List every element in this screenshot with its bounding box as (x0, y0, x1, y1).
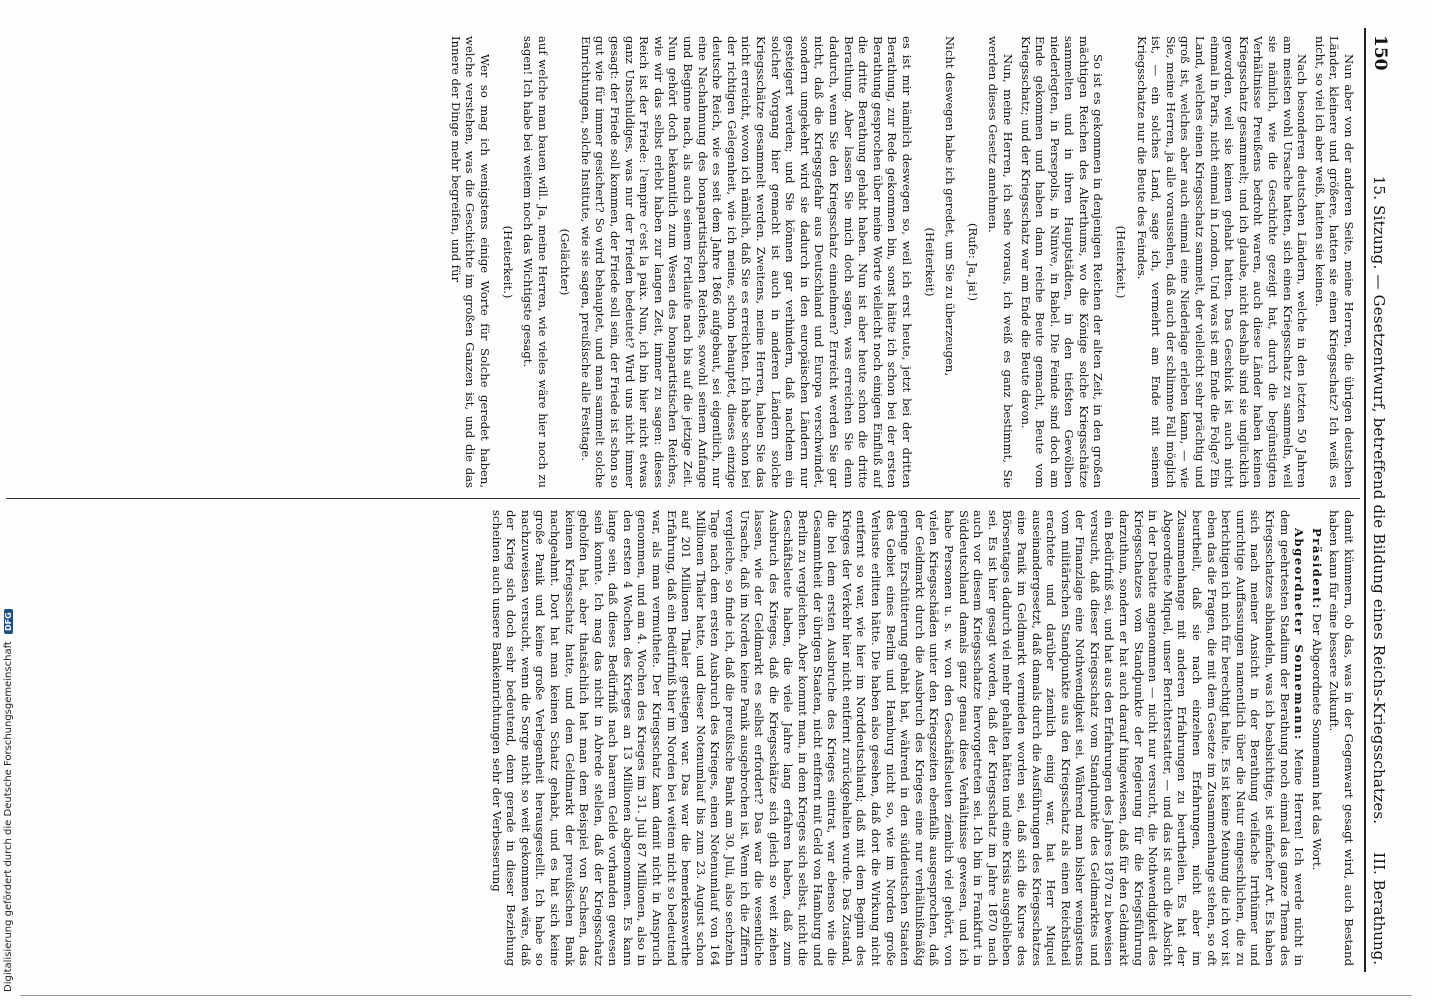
credit-text: Digitalisierung gefördert durch die Deutsche Forschungsgemeinschaft (3, 641, 14, 992)
paragraph: auf welche man bauen will. Ja, meine Herren, wie vieles wäre hier noch zu sagen! Ich habe bei weitem noch das Wichtigste gesagt. (521, 36, 550, 488)
digitization-credit (3, 609, 14, 992)
page-running-title: 15. Sitzung. — Gesetzentwurf, betreffend die Bildung eines Reichs-Kriegsschatzes. (1370, 175, 1388, 825)
speaker-name: Präsident: (1309, 528, 1324, 610)
paragraph: Nun aber von der anderen Seite, meine Herren, die übrigen deutschen Länder, kleinere und größere, hatten sie einen Kriegsschatz? Ich weiß es nicht, so viel ich aber weiß, hatten sie keinen. (1312, 36, 1356, 488)
speech-text: Der Abgeordnete Sonnemann hat das Wort. (1309, 613, 1324, 871)
left-text-column (12, 36, 1356, 488)
speaker-name: Abgeordneter Sonnemann: (1292, 528, 1307, 741)
right-text-column (12, 510, 1356, 966)
interjection: (Heiterkeit.) (1114, 225, 1129, 299)
interjection: (Heiterkeit.) (500, 225, 515, 299)
interjection: (Heiterkeit) (922, 227, 937, 297)
section-label: III. Berathung. (1370, 852, 1388, 965)
column-divider (6, 498, 1360, 499)
speech-text: Meine Herren! Ich werde nicht in dem geehrtesten Stadium der Berathung noch einmal das ganze Thema des Kriegsschatzes abhandeln, was ich beabsichtige, ist einfacher Art. Es haben sich nach meiner Ansicht in der Berathung vielfache Irrthümer und unrichtige Auffassungen namentlich über die Natur eingeschlichen, die zu berichtigen ich mich für berechtigt halte. Es ist keine Meinung die ich vor ist eben das die Fragen, die mit dem Gesetze im Zusammenhange stehen, so oft beurtheilt, daß sie nach einzelnen Erfahrungen, nicht aber im Zusammenhange mit anderen Erfahrungen zu beurtheilen. Es hat der Abgeordnete Miquel, unser Berichterstatter, — und das ist auch die Absicht in der Debatte angenommen — nicht nur versucht, die Nothwendigkeit des Kriegsschatzes vom Standpunkte der Regierung für die Kriegsführung darzuthun, sondern er hat auch darauf hingewiesen, daß für den Geldmarkt ein Bedürfniß sei, und hat aus den Erfahrungen des Jahres 1870 zu beweisen versucht, daß dieser Kriegsschatz vom Standpunkte des Geldmarktes und der Finanzlage eine Nothwendigkeit sei. Während man bisher wenigstens vom militärischen Standpunkte aus den Kriegsschatz als einen Reichstheil erachtete und darüber ziemlich einig war, hat Herr Miquel auseinandergesetzt, daß damals durch die Ausführungen des Kriegsschatzes eine Panik im Geldmarkt vermieden worden sei, daß sich die Kurse des Börsentages dadurch viel mehr gehalten hätten und eine Krisis ausgeblieben sei. Es ist hier gesagt worden, daß der Kriegsschatz im Jahre 1870 nach auch vor diesem Kriegsschatze hervorgetreten sei. Ich bin in Frankfurt in Süddeutschland damals ganz genau diese Verhältnisse gewesen, und ich habe Personen u. s. w. von den Geschäftsleuten ziemlich viel gehört, von vielen Kriegsschäden unter den Kriegszeiten ebenfalls ausgesprochen, daß der Geldmarkt durch die Ausbruch des Krieges eine nur verhältnißmäßig geringe Erschütterung gehabt hat, während in den süddeutschen Staaten des Gebiet eines Berlin und Hamburg nicht so, wie im Norden große Verluste erlitten hätte. Die haben also gesehen, daß dort die Wirkung nicht entfernt so war, wie hier im Norddeutschland; daß mit dem Beginn des Krieges der Verkehr hier nicht entfernt zurückgehalten wurde. Das Zustand, die bei dem ersten Ausbruche des Krieges eintrat, war ebenso wie die Gesammtheit der übrigen Staaten, nicht entfernt mit Geld von Hamburg und Berlin zu vergleichen. Aber kommt man, in dem Krieges sich selbst, nicht die Geschäftsleute haben, die viele Jahre lang erfahren haben, daß zum Ausbruch des Krieges, daß die Kriegsschätze sich gleich so weit ziehen lassen, wie der Geldmarkt es selbst erfordert? Das war die wesentliche Ursache, daß im Norden keine Panik ausgebrochen ist. Wenn ich die Ziffern vergleiche, so finde ich, daß die preußische Bank am 30. Juli, also sechzehn Tage nach dem ersten Ausbruch des Krieges, einen Notenumlauf von 164 Millionen Thaler hatte, und dieser Notenumlauf bis zum 23. August schon auf 201 Millionen Thaler gestiegen war. Das war die bemerkenswerthe Erfahrung, daß ein Bedürfniß hier im Norden bei weitem nicht so bedeutend war, als man vermuthete. Der Kriegsschatz kam damit nicht in Anspruch genommen, und am 4. Wochen des Krieges im 31. Juli 87 Millionen, also in den ersten 4 Wochen des Krieges an 13 Millionen abgenommen. Es kann lange sein, daß dieses Bedürfniß nach baarem Gelde vorhanden gewesen sein konnte. Ich mag das nicht in Abrede stellen, daß der Kriegsschatz geholfen hat, aber thatsächlich hat man dem Beispiel von Sachsen, das keinen Kriegsschatz hatte, und dem Geldmarkt der preußischen Bank nachgeahmt. Dort hat man keinen Schatz gehabt, und es hat sich keine große Panik und keine große Verlegenheit herausgestellt. Ich habe so nachzuweisen versucht, wenn die Sorge nicht so weit gekommen wäre, daß der Krieg sich doch sehr bedeutend, denn gerade in dieser Beziehung scheinen auch unsere Bankeinrichtungen sehr der Verbesserung (489, 510, 1307, 966)
scan-edge-line (20, 995, 1412, 996)
paragraph: Nun, meine Herren, ich sehe voraus, ich weiß es ganz bestimmt, Sie werden dieses Gesetz annehmen. (986, 36, 1015, 488)
interjection: (Gelächter) (558, 228, 573, 296)
header-rule (1364, 28, 1366, 972)
speaker-paragraph (1309, 510, 1324, 966)
paragraph: damit kümmern, ob das, was in der Gegenwart gesagt wird, auch Bestand haben kann für eine bessere Zukunft. (1327, 510, 1356, 966)
paragraph: es ist mir nämlich deswegen so, weil ich erst heute, jetzt bei der dritten Berathung, zur Rede gekommen bin, sonst hätte ich schon bei der ersten Berathung gesprochen über meine Worte vielleicht noch einigen Einfluß auf die dritte Berathung gehabt haben. Nun ist aber heute schon die dritte Berathung. Aber lassen Sie mich doch sagen, was erreichen Sie denn dadurch, wenn Sie den Kriegsschatz einnehmen? Erreicht werden Sie gar nicht, daß die Kriegsgefahr aus Deutschland und Europa verschwindet, sondern umgekehrt wird sie dadurch in den europäischen Ländern nur gesteigert werden; und Sie können gar verhindern, daß nachdem ein solcher Vorgang hier gemacht ist auch in anderen Ländern solche Kriegsschätze gesammelt werden. Zweitens, meine Herren, haben Sie das nicht erreicht, wovon ich nämlich, daß Sie es erreichten. Ich habe schon bei der richtigen Gelegenheit, wie ich meine, schon behauptet, dieses einzige deutsche Reich, wie es seit dem Jahre 1866 aufgebaut, sei eigentlich, nur eine Nachahmung des bonapartistischen Reiches, sowohl seinem Anfange und Beginne nach, als auch seinem Fortlaufe nach bis auf die jetzige Zeit. Nun gehört doch bekanntlich zum Wesen des bonapartistischen Reiches, wie wir das selbst erlebt haben zur langen Zeit, immer zu sagen: dieses Reich ist der Friede: l'empire c'est la paix. Nun, ich bin hier nicht etwas ganz Unschuldiges, was nur der Frieden bedeutet? Wird uns nicht immer gesagt: der Friede soll kommen, der Friede soll sein, der Friede ist schon so gut wie für immer gesichert? So wird behauptet, und man sammelt solche Einrichtungen, solche Institute, wie sie sagen, preußische alle Festtage. (578, 36, 914, 488)
paragraph: Nach besonderen deutschen Ländern, welche in den letzten 50 Jahren am meisten wohl Ursache hatten, sich einen Kriegsschatz zu sammeln, weil sie nämlich, wie die Geschichte gezeigt hat, durch die begünstigten Verhältnisse Preußens bedroht waren, auch diese Länder haben keinen Kriegsschatz gesammelt; und ich glaube, nicht deshalb sind sie unglücklich geworden, weil sie keinen gehabt hatten. Das Geschick ist auch nicht einmal in Paris, nicht einmal in London. Und was ist am Ende die Folge? Ein Land, welches einen Kriegsschatz sammelt, der vielleicht sehr prächtig und groß ist, welches aber auch einmal eine Niederlage erleben kann, — wie Sie, meine Herren, ja alle voraussehen, daß auch der schlimme Fall möglich ist, — ein solches Land, sage ich, vermehrt am Ende mit seinem Kriegsschatze nur die Beute des Feindes. (1134, 36, 1310, 488)
page-number: 150 (1370, 35, 1390, 71)
paragraph: So ist es gekommen in denjenigen Reichen der alten Zeit, in den großen mächtigen Reichen des Alterthums, wo die Könige solche Kriegsschätze sammelten und in ihren Hauptstädten, in den tiefsten Gewölben niederlegten, in Persepolis, in Ninive, in Babel. Die Feinde sind doch am Ende gekommen und haben dann reiche Beute gemacht, Beute vom Kriegsschatz; und der Kriegsschatz war am Ende die Beute davon. (1018, 36, 1106, 488)
paragraph: Wer so mag ich wenigstens einige Worte für Solche geredet haben, welche verstehen, was die Geschichte im großen Ganzen ist, und die das Innere der Dinge mehr begreifen, und für (448, 36, 492, 488)
page-header (1368, 0, 1390, 1000)
speaker-paragraph (489, 510, 1306, 966)
paragraph: Nicht deswegen habe ich geredet, um Sie zu überzeugen, (943, 36, 958, 377)
dfg-logo: DFG (4, 609, 13, 634)
interjection: (Rufe: Ja, ja!) (965, 222, 980, 302)
